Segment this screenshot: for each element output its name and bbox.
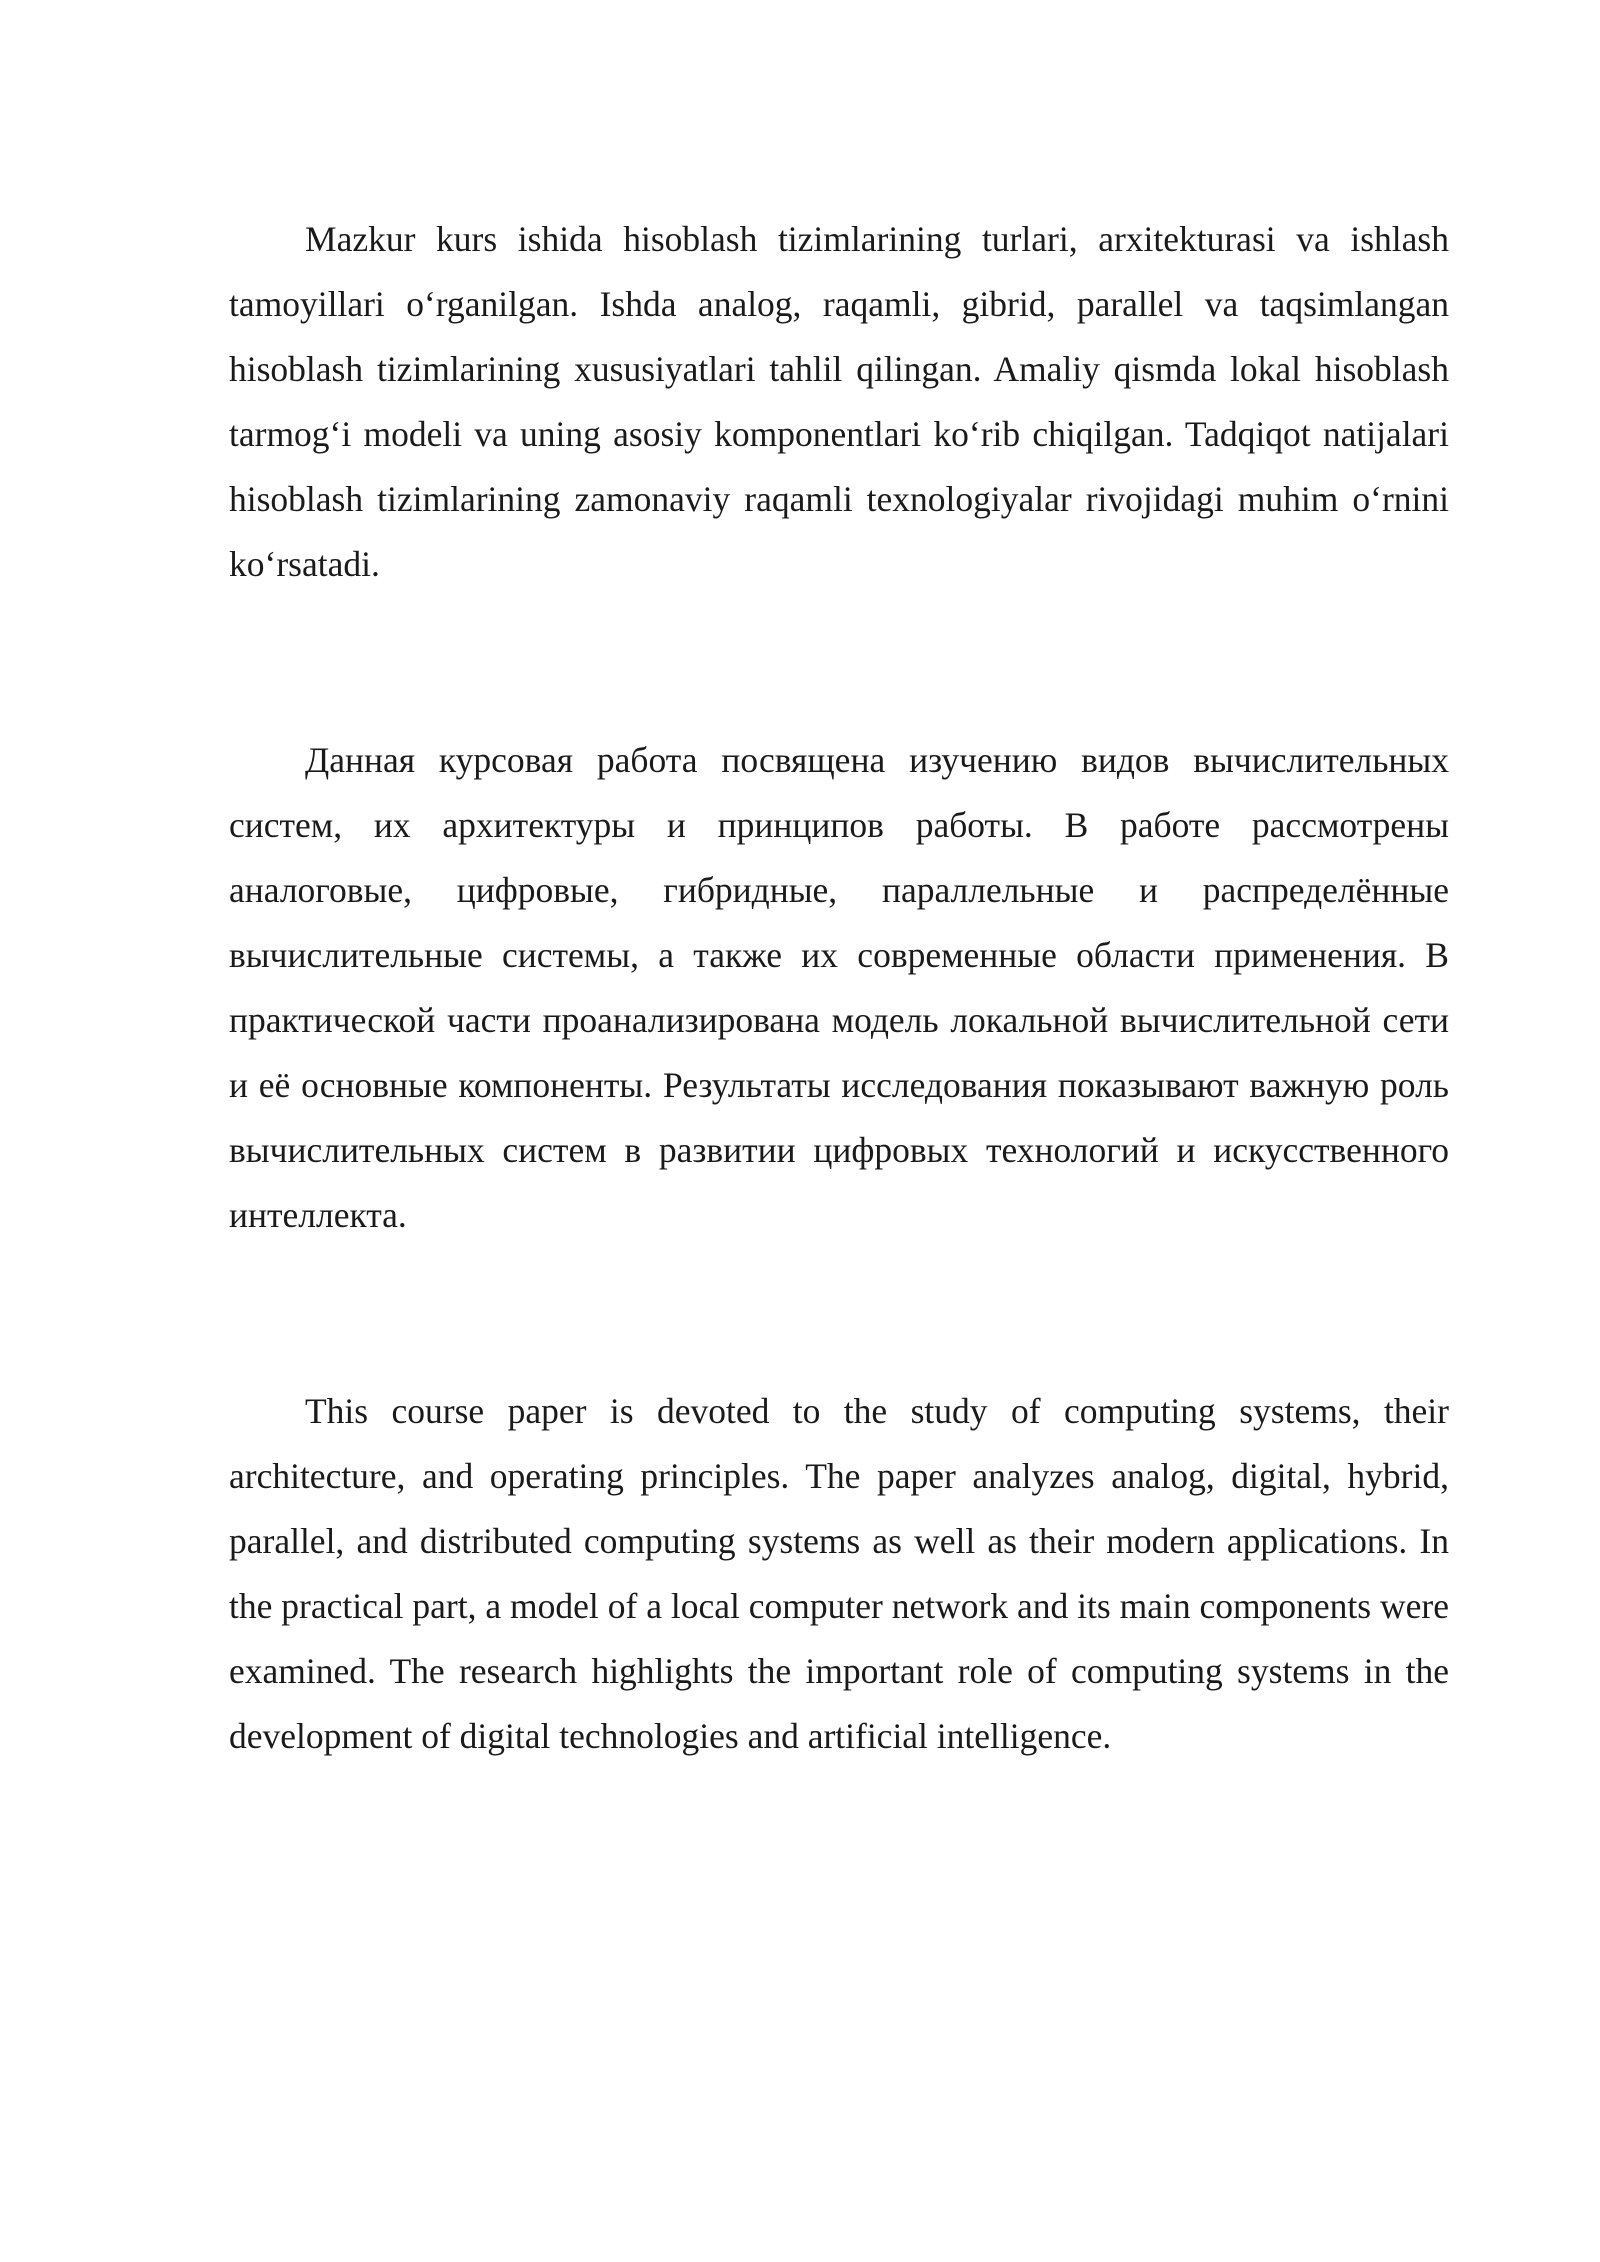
abstract-paragraph-russian: Данная курсовая работа посвящена изучению видов вычислительных систем, их архитектуры и принципов работы. В работе рассмотрены аналоговые, цифровые, гибридные, параллельные и распределённые вычислительные системы, а также их современные области применения. В практической части проанализирована модель локальной вычислительной сети и её основные компоненты. Результаты исследования показывают важную роль вычислительных систем в развитии цифровых технологий и искусственного интеллекта. bbox=[229, 740, 1449, 1235]
abstract-paragraph-english: This course paper is devoted to the study of computing systems, their architecture, and operating principles. The paper analyzes analog, digital, hybrid, parallel, and distributed computing systems as well as their modern applications. In the practical part, a model of a local computer network and its main components were examined. The research highlights the important role of computing systems in the development of digital technologies and artificial intelligence. bbox=[229, 1391, 1449, 1756]
abstract-paragraph-uzbek: Mazkur kurs ishida hisoblash tizimlarining turlari, arxitekturasi va ishlash tamoyillari o‘rganilgan. Ishda analog, raqamli, gibrid, parallel va taqsimlangan hisoblash tizimlarining xususiyatlari tahlil qilingan. Amaliy qismda lokal hisoblash tarmog‘i modeli va uning asosiy komponentlari ko‘rib chiqilgan. Tadqiqot natijalari hisoblash tizimlarining zamonaviy raqamli texnologiyalar rivojidagi muhim o‘rnini ko‘rsatadi. bbox=[229, 219, 1449, 584]
